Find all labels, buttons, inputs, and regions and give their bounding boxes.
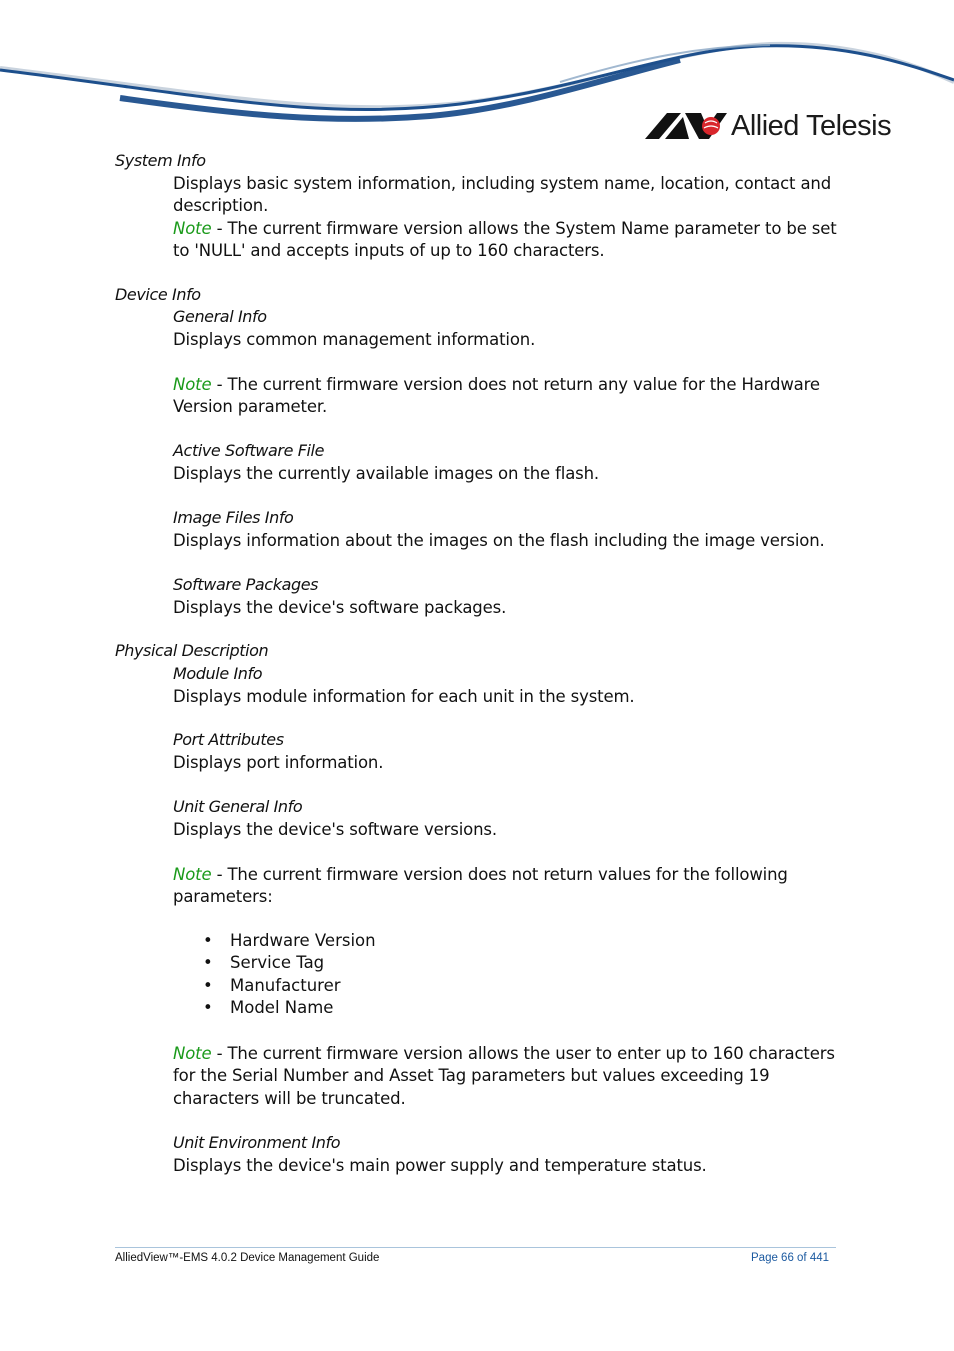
- footer-document-title: AlliedView™-EMS 4.0.2 Device Management Guide: [115, 1252, 380, 1264]
- bullet-icon: •: [203, 953, 213, 973]
- module-info-description: Displays module information for each unit in the system.: [173, 687, 635, 706]
- unit-general-description: Displays the device's software versions.: [173, 820, 497, 839]
- section-title-physical-description: Physical Description: [115, 641, 269, 660]
- active-software-description: Displays the currently available images on the flash.: [173, 464, 600, 483]
- note-text: - The current firmware version allows the user to enter up to 160 characters for the Serial Number and Asset Tag parameters but values exceeding 19 characters will be truncated.: [173, 1044, 835, 1108]
- subsection-title-port-attributes: Port Attributes: [173, 730, 284, 749]
- system-info-description: Displays basic system information, including system name, location, contact and description.: [173, 174, 832, 216]
- bullet-icon: •: [203, 998, 213, 1018]
- subsection-title-active-software-file: Active Software File: [173, 441, 325, 460]
- subsection-title-module-info: Module Info: [173, 664, 263, 683]
- section-title-device-info: Device Info: [115, 285, 201, 304]
- brand-name: Allied Telesis: [731, 110, 892, 142]
- unit-general-note-2: [173, 1043, 838, 1110]
- bullet-icon: •: [203, 931, 213, 950]
- unit-environment-description: Displays the device's main power supply and temperature status.: [173, 1156, 707, 1175]
- bullet-icon: •: [203, 975, 213, 995]
- general-info-description: Displays common management information.: [173, 330, 536, 349]
- note-text: - The current firmware version allows the System Name parameter to be set to 'NULL' and accepts inputs of up to 160 characters.: [173, 219, 837, 261]
- footer-page-number: Page 66 of 441: [751, 1252, 830, 1264]
- footer-divider: [115, 1247, 836, 1248]
- subsection-title-software-packages: Software Packages: [173, 575, 319, 594]
- note-text: - The current firmware version does not return values for the following parameters:: [173, 865, 788, 907]
- image-files-description: Displays information about the images on the flash including the image version.: [173, 531, 825, 550]
- subsection-title-general-info: General Info: [173, 307, 267, 326]
- allied-telesis-logo-icon: [645, 111, 727, 141]
- port-attributes-description: Displays port information.: [173, 753, 384, 772]
- note-label: Note: [173, 1044, 212, 1063]
- subsection-title-unit-general-info: Unit General Info: [173, 797, 303, 816]
- section-title-system-info: System Info: [115, 151, 206, 170]
- note-text: - The current firmware version does not return any value for the Hardware Version parameter.: [173, 375, 820, 417]
- note-label: Note: [173, 865, 212, 884]
- software-packages-description: Displays the device's software packages.: [173, 598, 507, 617]
- system-info-note: [173, 218, 838, 263]
- general-info-note: [173, 374, 838, 419]
- allied-telesis-logo: [645, 108, 891, 144]
- unit-general-note-1: [173, 864, 838, 909]
- subsection-title-image-files-info: Image Files Info: [173, 508, 294, 527]
- note-label: Note: [173, 375, 212, 394]
- note-label: Note: [173, 219, 212, 238]
- subsection-title-unit-environment-info: Unit Environment Info: [173, 1133, 341, 1152]
